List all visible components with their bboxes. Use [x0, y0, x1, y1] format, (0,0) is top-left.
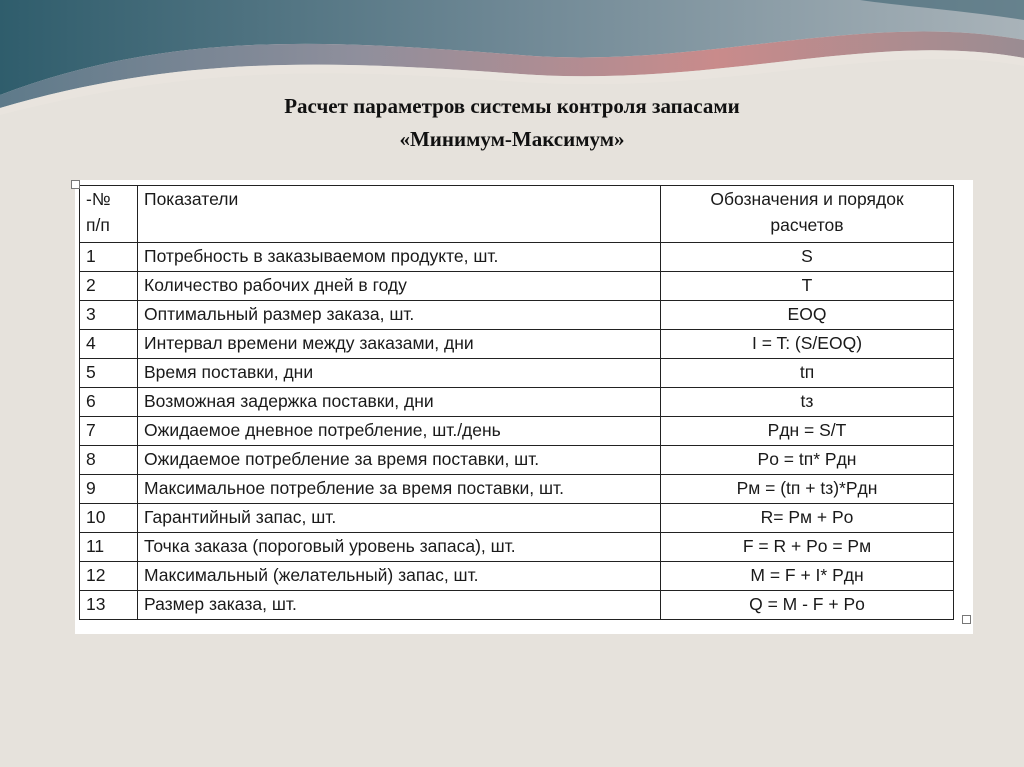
row-number: 2 [80, 272, 138, 301]
row-formula: Pм = (tп + tз)*Pдн [661, 475, 954, 504]
row-indicator: Максимальное потребление за время поставки, шт. [138, 475, 661, 504]
header-formula-line1: Обозначения и порядок [710, 189, 904, 209]
table-row [80, 272, 954, 301]
row-indicator: Гарантийный запас, шт. [138, 504, 661, 533]
row-number: 12 [80, 562, 138, 591]
row-number: 7 [80, 417, 138, 446]
table-row [80, 388, 954, 417]
table-row [80, 475, 954, 504]
slide-title-line1: Расчет параметров системы контроля запасами [284, 94, 740, 118]
row-indicator: Максимальный (желательный) запас, шт. [138, 562, 661, 591]
header-number-line1: -№ [86, 189, 111, 209]
row-indicator: Интервал времени между заказами, дни [138, 330, 661, 359]
row-formula: F = R + Pо = Pм [661, 533, 954, 562]
row-formula: EOQ [661, 301, 954, 330]
table-panel [75, 180, 973, 634]
row-formula: M = F + I* Pдн [661, 562, 954, 591]
row-indicator: Размер заказа, шт. [138, 591, 661, 620]
table-row [80, 417, 954, 446]
row-number: 5 [80, 359, 138, 388]
table-row [80, 359, 954, 388]
row-number: 13 [80, 591, 138, 620]
table-row [80, 330, 954, 359]
row-number: 10 [80, 504, 138, 533]
row-indicator: Потребность в заказываемом продукте, шт. [138, 243, 661, 272]
row-number: 3 [80, 301, 138, 330]
slide-title [0, 90, 1024, 156]
row-formula: tз [661, 388, 954, 417]
parameters-table [79, 185, 954, 620]
row-number: 4 [80, 330, 138, 359]
row-indicator: Оптимальный размер заказа, шт. [138, 301, 661, 330]
table-row [80, 533, 954, 562]
row-number: 9 [80, 475, 138, 504]
row-formula: S [661, 243, 954, 272]
table-row [80, 562, 954, 591]
row-number: 6 [80, 388, 138, 417]
row-indicator: Количество рабочих дней в году [138, 272, 661, 301]
row-formula: Pдн = S/T [661, 417, 954, 446]
row-number: 8 [80, 446, 138, 475]
table-row [80, 301, 954, 330]
table-row [80, 504, 954, 533]
row-indicator: Возможная задержка поставки, дни [138, 388, 661, 417]
resize-handle-icon[interactable] [962, 615, 971, 624]
row-formula: I = T: (S/EOQ) [661, 330, 954, 359]
table-row [80, 243, 954, 272]
row-indicator: Ожидаемое потребление за время поставки, шт. [138, 446, 661, 475]
row-indicator: Точка заказа (пороговый уровень запаса), шт. [138, 533, 661, 562]
table-row [80, 446, 954, 475]
table-row [80, 591, 954, 620]
header-formula-line2: расчетов [770, 215, 844, 235]
row-formula: Q = M - F + Pо [661, 591, 954, 620]
header-formula [661, 186, 954, 243]
row-formula: tп [661, 359, 954, 388]
row-number: 11 [80, 533, 138, 562]
header-indicator: Показатели [138, 186, 661, 243]
header-number-line2: п/п [86, 215, 110, 235]
row-indicator: Время поставки, дни [138, 359, 661, 388]
row-formula: R= Pм + Pо [661, 504, 954, 533]
row-formula: T [661, 272, 954, 301]
table-header-row [80, 186, 954, 243]
slide-title-line2: «Минимум-Максимум» [399, 127, 625, 151]
row-number: 1 [80, 243, 138, 272]
header-number [80, 186, 138, 243]
row-formula: Pо = tп* Pдн [661, 446, 954, 475]
row-indicator: Ожидаемое дневное потребление, шт./день [138, 417, 661, 446]
resize-handle-icon[interactable] [71, 180, 80, 189]
